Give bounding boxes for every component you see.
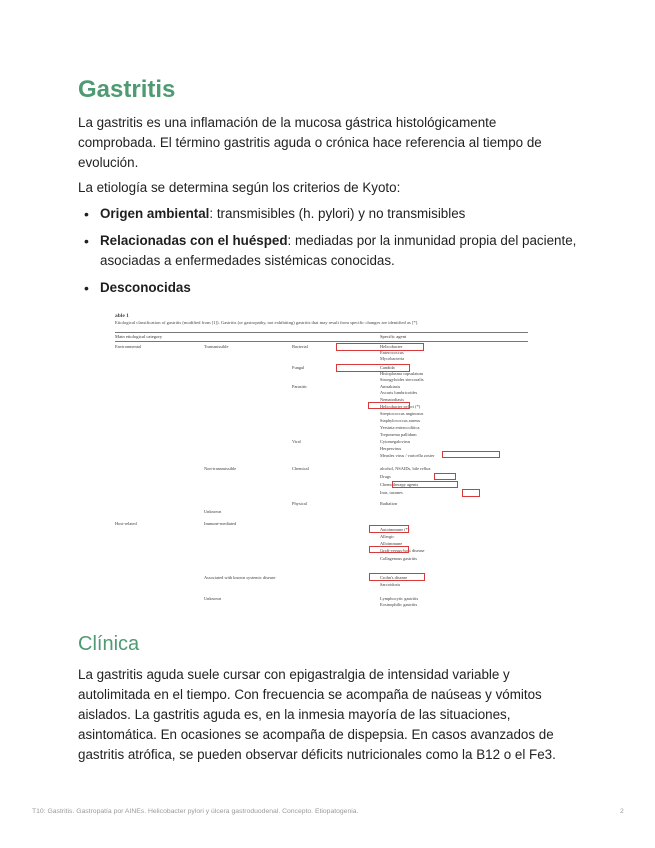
page-title: Gastritis bbox=[78, 76, 176, 103]
table-cell-agent: Lymphocytic gastritis bbox=[380, 596, 419, 601]
section-title-clinica: Clínica bbox=[78, 633, 140, 655]
table-cell-agent: Helicobacter pylori (*) bbox=[380, 404, 421, 409]
page-number: 2 bbox=[620, 808, 624, 815]
highlight-box bbox=[369, 546, 409, 553]
highlight-box bbox=[434, 473, 456, 480]
kyoto-criteria-list bbox=[78, 204, 583, 305]
criteria-desc: : transmisibles (h. pylori) y no transmisibles bbox=[209, 206, 466, 221]
table-header-agent: Specific agent bbox=[380, 334, 407, 339]
table-cell-agent: Streptococcus anginosus bbox=[380, 411, 424, 416]
table-cell-category: Environmental bbox=[115, 344, 142, 349]
table-cell-type: Viral bbox=[292, 439, 301, 444]
table-cell-type: Fungal bbox=[292, 365, 305, 370]
table-cell-type: Chemical bbox=[292, 466, 309, 471]
table-cell-agent: Ascaris lumbricoides bbox=[380, 390, 418, 395]
highlight-box bbox=[392, 481, 458, 488]
table-cell-agent: Collagenous gastritis bbox=[380, 556, 417, 561]
table-cell-agent: Alloimmune bbox=[380, 541, 403, 546]
table-cell-type: Physical bbox=[292, 501, 307, 506]
criteria-term: Origen ambiental bbox=[100, 206, 210, 221]
highlight-box bbox=[368, 402, 410, 409]
highlight-box bbox=[442, 451, 500, 458]
highlight-box bbox=[462, 489, 480, 497]
table-cell-agent: Enterococcus bbox=[380, 350, 404, 355]
table-cell-agent: Measles virus / varicella zoster bbox=[380, 453, 435, 458]
table-cell-agent: Candida bbox=[380, 365, 395, 370]
table-cell-agent: Crohn's disease bbox=[380, 575, 408, 580]
table-cell-subcategory: Non-transmissible bbox=[204, 466, 237, 471]
table-cell-subcategory: Immune-mediated bbox=[204, 521, 237, 526]
clinica-paragraph: La gastritis aguda suele cursar con epigastralgia de intensidad variable y autolimitada en el tiempo. Con frecuencia se acompaña de naúseas y vómitos aislados. La gastritis aguda es, en la inmesia mayoría de las situaciones, asintomática. En ocasiones se acompaña de dispepsia. En casos avanzados de gastritis atrófica, se pueden observar déficits nutricionales como la B12 o el Fe3. bbox=[78, 667, 556, 762]
table-header-rule bbox=[115, 341, 528, 342]
criteria-desc: : mediadas por la inmunidad propia del paciente, asociadas a enfermedades sistémicas conocidas. bbox=[100, 233, 577, 268]
table-cell-agent: Treponema pallidum bbox=[380, 432, 417, 437]
highlight-box bbox=[336, 364, 410, 372]
table-cell-agent: Sarcoidosis bbox=[380, 582, 401, 587]
table-cell-agent: Eosinophilic gastritis bbox=[380, 602, 418, 607]
table-cell-agent: Yersinia enterocolitica bbox=[380, 425, 420, 430]
table-cell-subcategory: Associated with known systemic disease bbox=[204, 575, 276, 580]
criteria-item bbox=[78, 278, 583, 298]
table-cell-type: Parasitic bbox=[292, 384, 308, 389]
table-header-category: Main etiological category bbox=[115, 334, 163, 339]
etiology-intro: La etiología se determina según los criterios de Kyoto: bbox=[78, 180, 401, 195]
table-cell-agent: Autoimmune (*) bbox=[380, 527, 410, 532]
highlight-box bbox=[369, 573, 425, 581]
table-cell-agent: Herpesvirus bbox=[380, 446, 402, 451]
criteria-item bbox=[78, 204, 583, 224]
table-cell-subcategory: Transmissible bbox=[204, 344, 229, 349]
table-cell-type: Bacterial bbox=[292, 344, 308, 349]
table-cell-agent: Staphylococcus aureus bbox=[380, 418, 421, 423]
table-title: able 1 bbox=[115, 313, 129, 319]
page-footer: T10: Gastritis. Gastropatía por AINEs. Helicobacter pylori y úlcera gastroduodenal. Concepto. Etiopatogenia. bbox=[32, 808, 359, 815]
table-cell-agent: Chemotherapy agents bbox=[380, 482, 419, 487]
highlight-box bbox=[336, 343, 424, 351]
table-cell-agent: Helicobacter bbox=[380, 344, 403, 349]
table-cell-subcategory: Unknown bbox=[204, 509, 222, 514]
criteria-term: Relacionadas con el huésped bbox=[100, 233, 288, 248]
table-cell-agent: alcohol, NSAIDs, bile reflux bbox=[380, 466, 431, 471]
criteria-term: Desconocidas bbox=[100, 280, 191, 295]
table-cell-subcategory: Unknown bbox=[204, 596, 222, 601]
table-top-rule bbox=[115, 332, 528, 333]
highlight-box bbox=[369, 525, 409, 533]
table-cell-agent: Nematodiasis bbox=[380, 397, 404, 402]
table-cell-agent: Cytomegalovirus bbox=[380, 439, 411, 444]
table-cell-agent: Graft-versus-host disease bbox=[380, 548, 425, 553]
table-cell-agent: Anisakiasis bbox=[380, 384, 401, 389]
table-cell-agent: Histoplasma capsulatum bbox=[380, 371, 424, 376]
table-cell-agent: Radiation bbox=[380, 501, 398, 506]
table-cell-agent: Allergic bbox=[380, 534, 395, 539]
table-cell-agent: Iron, taxanes bbox=[380, 490, 403, 495]
table-caption: Etiological classification of gastritis (modified from [1]). Gastritis (or gastropathy, not exhibiting) gastritis that may result from specific changes are identified as [*]. bbox=[115, 320, 419, 325]
table-cell-agent: Drugs bbox=[380, 474, 391, 479]
etiology-table-figure bbox=[112, 313, 530, 609]
intro-paragraph: La gastritis es una inflamación de la mucosa gástrica histológicamente comprobada. El término gastritis aguda o crónica hace referencia al tiempo de evolución. bbox=[78, 115, 542, 170]
criteria-item bbox=[78, 231, 583, 271]
table-cell-agent: Mycobacteria bbox=[380, 356, 405, 361]
table-cell-category: Host-related bbox=[115, 521, 137, 526]
table-cell-agent: Strongyloides stercoralis bbox=[380, 377, 424, 382]
